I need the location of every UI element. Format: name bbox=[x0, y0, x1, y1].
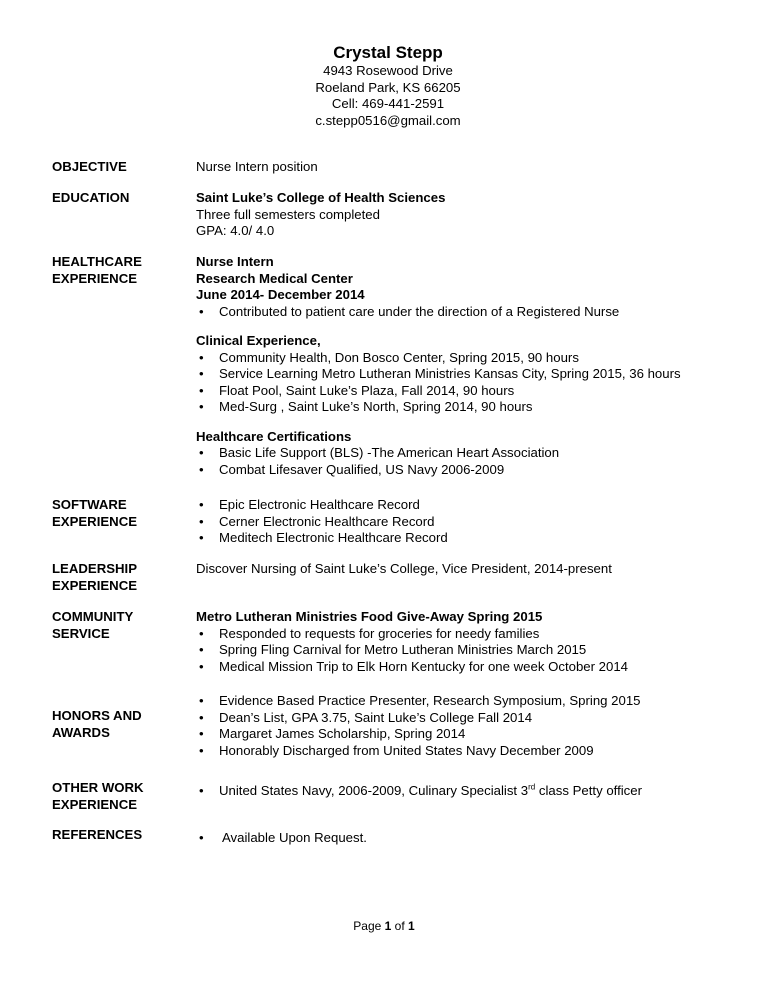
page-word: Page bbox=[353, 919, 385, 933]
list-item: • Combat Lifesaver Qualified, US Navy 2006-2009 bbox=[196, 462, 756, 479]
list-item: • Cerner Electronic Healthcare Record bbox=[196, 514, 756, 531]
leadership-label bbox=[52, 561, 192, 594]
education-line: Three full semesters completed bbox=[196, 206, 380, 222]
resume-header bbox=[0, 43, 768, 129]
list-item: • Responded to requests for groceries for needy families bbox=[196, 626, 756, 643]
address-line-2: Roeland Park, KS 66205 bbox=[315, 79, 461, 95]
honors-label-line2: AWARDS bbox=[52, 724, 110, 740]
other-work-label bbox=[52, 780, 192, 813]
leadership-label-line2: EXPERIENCE bbox=[52, 577, 138, 593]
list-item: • Spring Fling Carnival for Metro Lutheran Ministries March 2015 bbox=[196, 642, 756, 659]
community-label-line2: SERVICE bbox=[52, 625, 110, 641]
list-item: • Dean’s List, GPA 3.75, Saint Luke’s College Fall 2014 bbox=[196, 710, 756, 727]
software-label-line2: EXPERIENCE bbox=[52, 513, 138, 529]
software-label bbox=[52, 497, 192, 530]
list-item: • Med-Surg , Saint Luke’s North, Spring 2014, 90 hours bbox=[196, 399, 756, 416]
list-item: • Service Learning Metro Lutheran Ministries Kansas City, Spring 2015, 36 hours bbox=[196, 366, 756, 383]
list-item: • Contributed to patient care under the direction of a Registered Nurse bbox=[196, 304, 756, 321]
applicant-name: Crystal Stepp bbox=[333, 43, 443, 62]
healthcare-label bbox=[52, 254, 192, 287]
page-number: 1 bbox=[384, 919, 392, 933]
objective-label: OBJECTIVE bbox=[52, 159, 127, 174]
education-label: EDUCATION bbox=[52, 190, 130, 205]
phone: Cell: 469-441-2591 bbox=[331, 96, 445, 111]
address-line-1: 4943 Rosewood Drive bbox=[323, 63, 453, 78]
email: c.stepp0516@gmail.com bbox=[315, 112, 461, 128]
list-item: • Available Upon Request. bbox=[196, 830, 756, 847]
school-name: Saint Luke’s College of Health Sciences bbox=[196, 190, 446, 205]
other-work-text: United States Navy, 2006-2009, Culinary Specialist 3 bbox=[219, 783, 529, 798]
leadership-text: Discover Nursing of Saint Luke’s College, Vice President, 2014-present bbox=[196, 561, 612, 576]
list-item: • Basic Life Support (BLS) -The American Heart Association bbox=[196, 445, 756, 462]
leadership-label-line1: LEADERSHIP bbox=[52, 561, 137, 576]
certifications-heading: Healthcare Certifications bbox=[196, 428, 352, 444]
honors-label-line1: HONORS AND bbox=[52, 708, 142, 723]
list-item: • Margaret James Scholarship, Spring 2014 bbox=[196, 726, 756, 743]
healthcare-label-line2: EXPERIENCE bbox=[52, 270, 138, 286]
objective-text: Nurse Intern position bbox=[196, 159, 318, 174]
healthcare-label-line1: HEALTHCARE bbox=[52, 254, 142, 269]
list-item: • Float Pool, Saint Luke’s Plaza, Fall 2014, 90 hours bbox=[196, 383, 756, 400]
employer: Research Medical Center bbox=[196, 270, 353, 286]
list-item: • Medical Mission Trip to Elk Horn Kentucky for one week October 2014 bbox=[196, 659, 756, 676]
other-work-label-line2: EXPERIENCE bbox=[52, 796, 138, 812]
list-item: • Epic Electronic Healthcare Record bbox=[196, 497, 756, 514]
page-footer bbox=[0, 919, 768, 933]
list-item: • Community Health, Don Bosco Center, Spring 2015, 90 hours bbox=[196, 350, 756, 367]
other-work-text-end: class Petty officer bbox=[535, 783, 642, 798]
page-total: 1 bbox=[408, 919, 415, 933]
community-label bbox=[52, 609, 192, 642]
job-title: Nurse Intern bbox=[196, 254, 274, 269]
clinical-heading: Clinical Experience, bbox=[196, 333, 321, 348]
list-item: • Honorably Discharged from United States Navy December 2009 bbox=[196, 743, 756, 760]
list-item: • Meditech Electronic Healthcare Record bbox=[196, 530, 756, 547]
other-work-label-line1: OTHER WORK bbox=[52, 780, 144, 795]
job-dates: June 2014- December 2014 bbox=[196, 287, 365, 302]
list-item bbox=[196, 783, 756, 800]
software-label-line1: SOFTWARE bbox=[52, 497, 127, 512]
education-gpa: GPA: 4.0/ 4.0 bbox=[196, 223, 275, 238]
references-label: REFERENCES bbox=[52, 827, 143, 842]
list-item: • Evidence Based Practice Presenter, Research Symposium, Spring 2015 bbox=[196, 693, 756, 710]
of-word: of bbox=[391, 919, 409, 933]
ordinal-suffix: rd bbox=[528, 782, 536, 792]
honors-label bbox=[52, 708, 192, 741]
community-heading: Metro Lutheran Ministries Food Give-Away Spring 2015 bbox=[196, 609, 543, 624]
community-label-line1: COMMUNITY bbox=[52, 609, 134, 624]
